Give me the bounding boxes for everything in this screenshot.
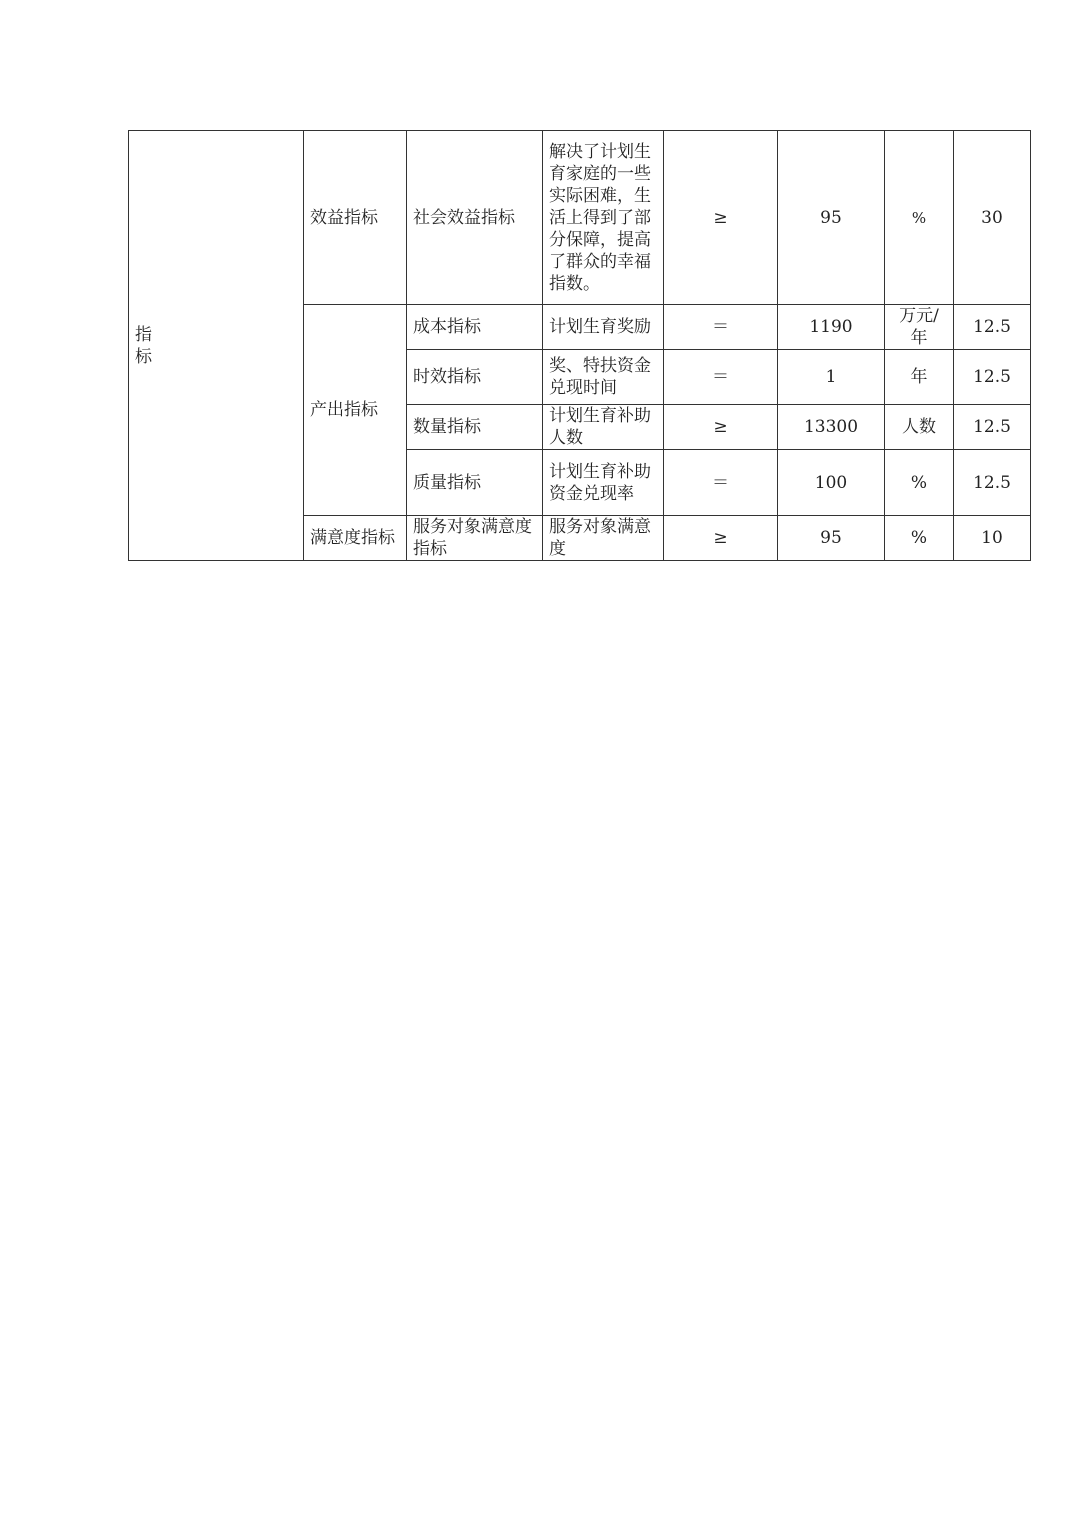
value-cell: 100 [778, 450, 885, 516]
content-cell: 计划生育补助人数 [543, 405, 664, 450]
operator-cell: ≥ [664, 405, 778, 450]
content-cell: 计划生育奖励 [543, 305, 664, 350]
unit-cell: % [885, 450, 954, 516]
value-cell: 13300 [778, 405, 885, 450]
value-cell: 95 [778, 131, 885, 305]
value-cell: 95 [778, 516, 885, 561]
operator-cell: ＝ [664, 450, 778, 516]
value-cell: 1190 [778, 305, 885, 350]
unit-cell: % [885, 131, 954, 305]
operator-cell: ≥ [664, 131, 778, 305]
performance-indicator-table [128, 130, 1031, 561]
score-cell: 30 [954, 131, 1031, 305]
value-cell: 1 [778, 350, 885, 405]
level1-cell: 效益指标 [304, 131, 407, 305]
first-column-label-cell [129, 131, 304, 561]
level2-cell: 时效指标 [407, 350, 543, 405]
score-cell: 12.5 [954, 405, 1031, 450]
level1-cell: 满意度指标 [304, 516, 407, 561]
operator-cell: ＝ [664, 350, 778, 405]
content-cell: 解决了计划生育家庭的一些实际困难，生活上得到了部分保障，提高了群众的幸福指数。 [543, 131, 664, 305]
score-cell: 12.5 [954, 305, 1031, 350]
level2-cell: 成本指标 [407, 305, 543, 350]
unit-cell: 万元/年 [885, 305, 954, 350]
first-column-label: 指标 [135, 324, 152, 367]
content-cell: 奖、特扶资金兑现时间 [543, 350, 664, 405]
unit-cell: 人数 [885, 405, 954, 450]
unit-cell: 年 [885, 350, 954, 405]
level2-cell: 质量指标 [407, 450, 543, 516]
table-row [129, 131, 1031, 305]
level1-cell: 产出指标 [304, 305, 407, 516]
level2-cell: 数量指标 [407, 405, 543, 450]
unit-cell: % [885, 516, 954, 561]
operator-cell: ＝ [664, 305, 778, 350]
content-cell: 计划生育补助资金兑现率 [543, 450, 664, 516]
score-cell: 12.5 [954, 450, 1031, 516]
level2-cell: 社会效益指标 [407, 131, 543, 305]
content-cell: 服务对象满意度 [543, 516, 664, 561]
operator-cell: ≥ [664, 516, 778, 561]
score-cell: 10 [954, 516, 1031, 561]
level2-cell: 服务对象满意度指标 [407, 516, 543, 561]
score-cell: 12.5 [954, 350, 1031, 405]
